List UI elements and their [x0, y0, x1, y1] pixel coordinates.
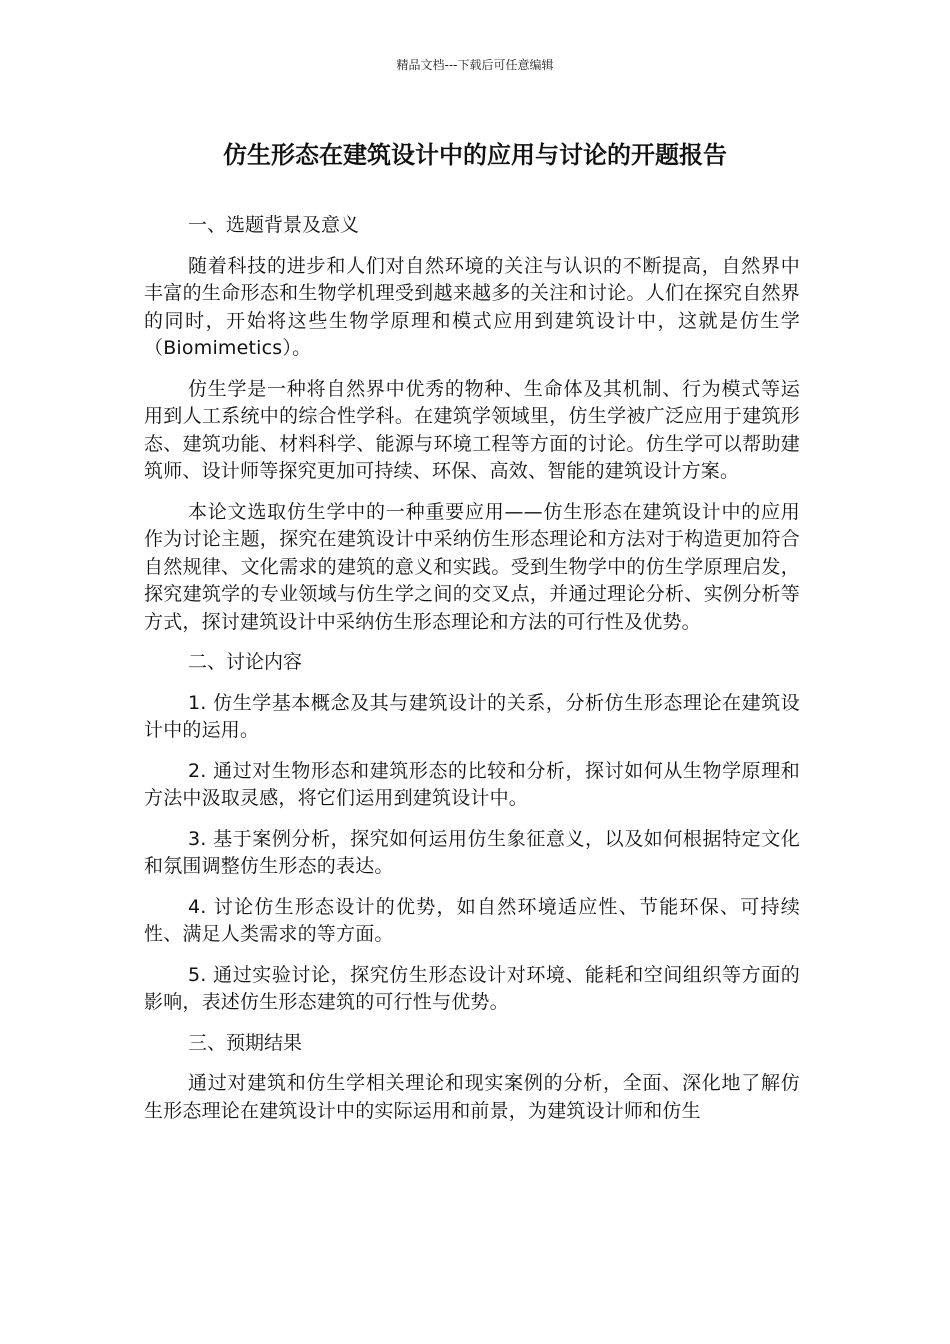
document-body	[144, 212, 800, 1138]
section-heading-results: 三、预期结果	[188, 1031, 303, 1054]
list-item: 4. 讨论仿生形态设计的优势，如自然环境适应性、节能环保、可持续性、满足人类需求的等方面。	[144, 895, 800, 945]
paragraph: 仿生学是一种将自然界中优秀的物种、生命体及其机制、行为模式等运用到人工系统中的综合性学科。在建筑学领域里，仿生学被广泛应用于建筑形态、建筑功能、材料科学、能源与环境工程等方面的讨论。仿生学可以帮助建筑师、设计师等探究更加可持续、环保、高效、智能的建筑设计方案。	[144, 377, 800, 482]
list-item: 1. 仿生学基本概念及其与建筑设计的关系，分析仿生形态理论在建筑设计中的运用。	[144, 691, 800, 741]
document-title: 仿生形态在建筑设计中的应用与讨论的开题报告	[223, 141, 727, 169]
list-item: 3. 基于案例分析，探究如何运用仿生象征意义，以及如何根据特定文化和氛围调整仿生形态的表达。	[144, 827, 800, 877]
list-item: 5. 通过实验讨论，探究仿生形态设计对环境、能耗和空间组织等方面的影响，表述仿生形态建筑的可行性与优势。	[144, 963, 800, 1013]
paragraph: 通过对建筑和仿生学相关理论和现实案例的分析，全面、深化地了解仿生形态理论在建筑设计中的实际运用和前景，为建筑设计师和仿生	[144, 1072, 800, 1122]
page-header: 精品文档---下载后可任意编辑	[396, 58, 554, 72]
paragraph: 本论文选取仿生学中的一种重要应用——仿生形态在建筑设计中的应用作为讨论主题，探究在建筑设计中采纳仿生形态理论和方法对于构造更加符合自然规律、文化需求的建筑的意义和实践。受到生物学中的仿生学原理启发，探究建筑学的专业领域与仿生学之间的交叉点，并通过理论分析、实例分析等方式，探讨建筑设计中采纳仿生形态理论和方法的可行性及优势。	[144, 500, 800, 633]
section-heading-background: 一、选题背景及意义	[188, 214, 360, 236]
paragraph: 随着科技的进步和人们对自然环境的关注与认识的不断提高，自然界中丰富的生命形态和生物学机理受到越来越多的关注和讨论。人们在探究自然界的同时，开始将这些生物学原理和模式应用到建筑设计中，这就是仿生学（Biomimetics）。	[144, 254, 800, 359]
list-item: 2. 通过对生物形态和建筑形态的比较和分析，探讨如何从生物学原理和方法中汲取灵感，将它们运用到建筑设计中。	[144, 759, 800, 809]
section-heading-content: 二、讨论内容	[188, 651, 303, 673]
